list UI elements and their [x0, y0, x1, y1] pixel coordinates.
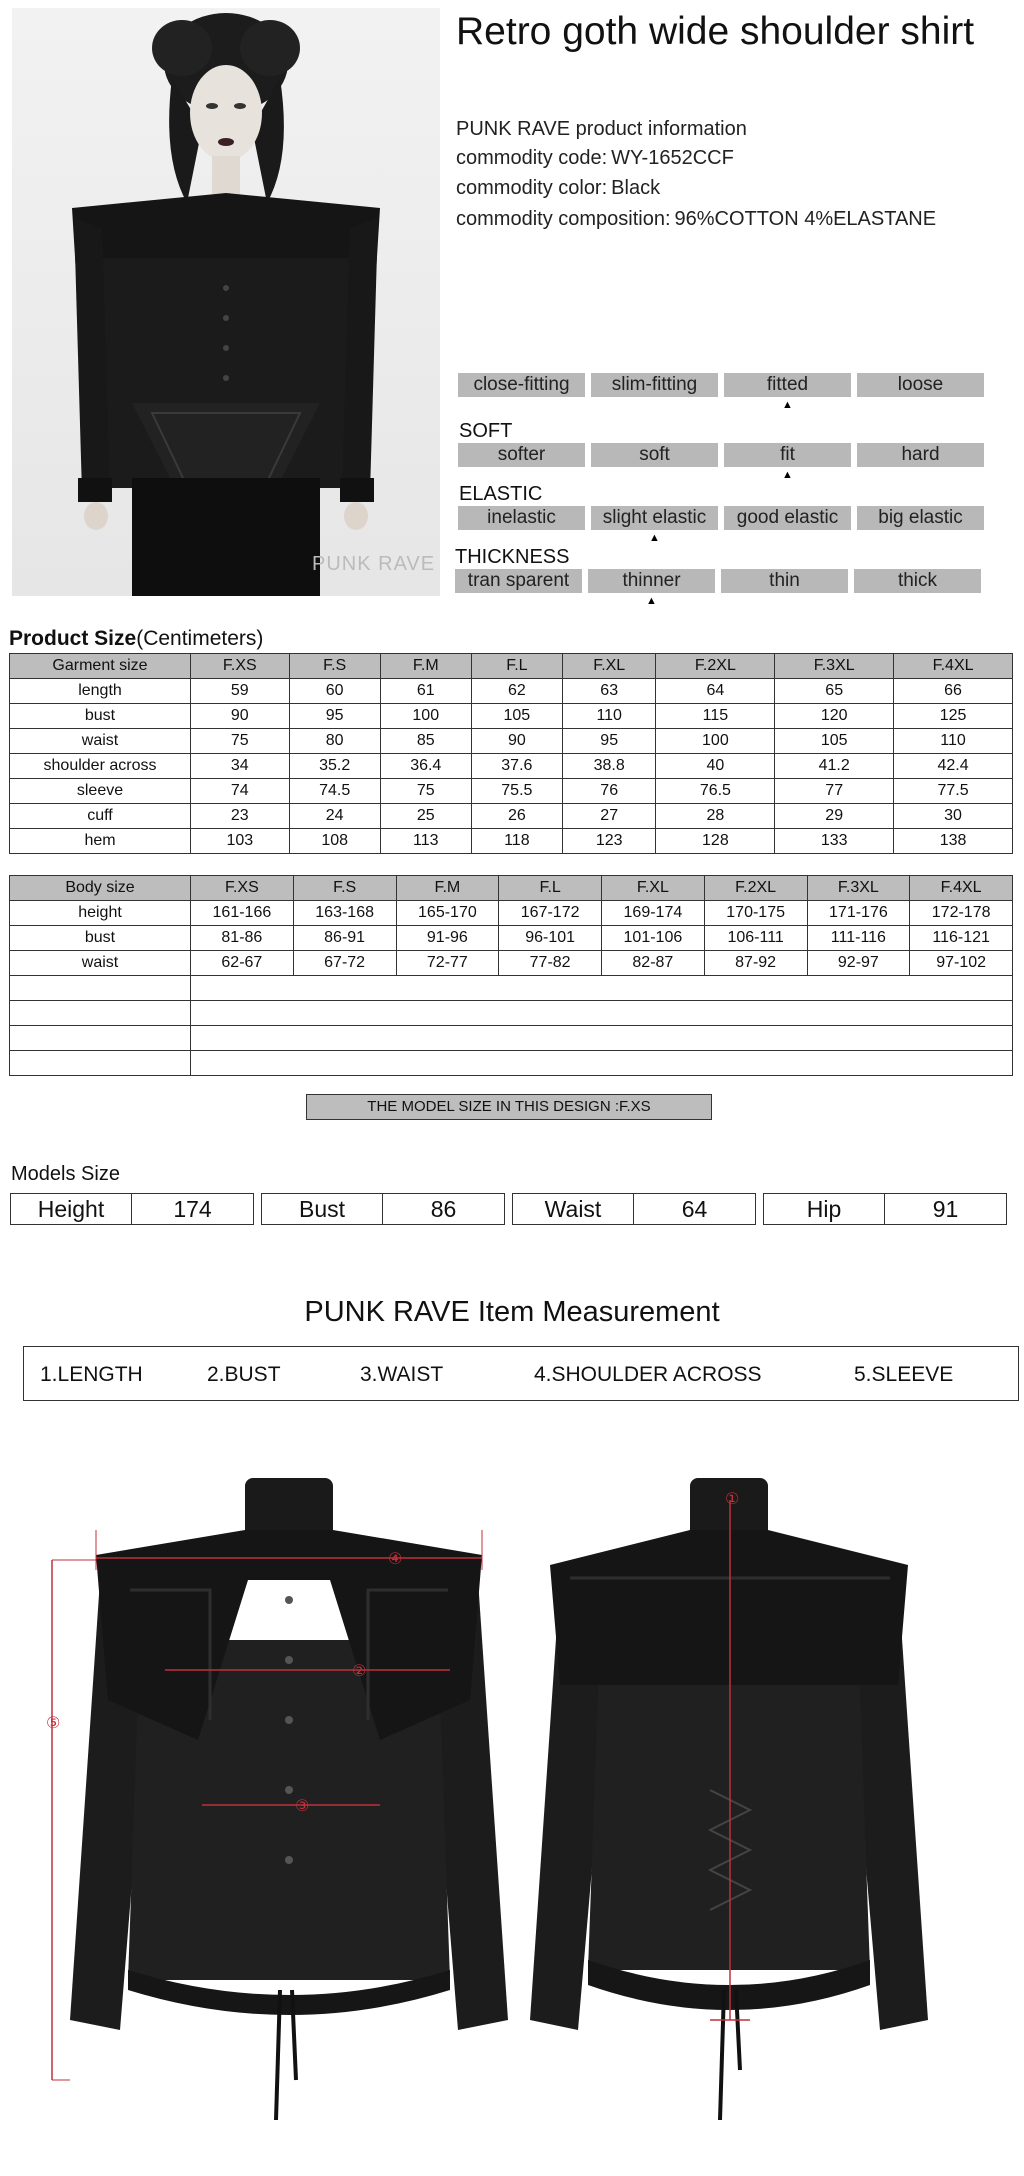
empty-cell: [10, 976, 191, 1001]
commodity-code: [456, 147, 734, 170]
table-cell: 35.2: [289, 754, 380, 779]
empty-row: [10, 1051, 1013, 1076]
measure-sleeve: 5.SLEEVE: [854, 1363, 954, 1386]
soft-option: fit ▲: [724, 443, 851, 467]
table-cell: 169-174: [602, 901, 705, 926]
table-cell: 100: [380, 704, 471, 729]
table-cell: 128: [656, 829, 775, 854]
model-height-value: 174: [173, 1196, 212, 1222]
empty-row: [10, 1026, 1013, 1051]
header-label: Body size: [10, 876, 191, 901]
table-cell: 105: [775, 729, 894, 754]
soft-option: hard: [857, 443, 984, 467]
table-cell: 37.6: [471, 754, 562, 779]
elastic-option: big elastic: [857, 506, 984, 530]
table-cell: 67-72: [293, 951, 396, 976]
soft-label: SOFT: [459, 420, 513, 442]
table-cell: 100: [656, 729, 775, 754]
fit-option: loose: [857, 373, 984, 397]
commodity-composition: [456, 208, 936, 231]
model-size-note: THE MODEL SIZE IN THIS DESIGN :F.XS: [306, 1094, 712, 1120]
thickness-option: thin: [721, 569, 848, 593]
table-cell: 110: [894, 729, 1013, 754]
body-size-table: [9, 875, 1013, 1076]
model-bust: [261, 1193, 505, 1225]
fit-option: slim-fitting: [591, 373, 718, 397]
table-cell: 96-101: [499, 926, 602, 951]
size-header: F.S: [289, 654, 380, 679]
table-row: [10, 679, 1013, 704]
table-cell: 97-102: [910, 951, 1013, 976]
table-cell: 170-175: [704, 901, 807, 926]
row-label: bust: [10, 704, 191, 729]
table-cell: 85: [380, 729, 471, 754]
table-cell: 161-166: [191, 901, 294, 926]
composition-value: 96%COTTON 4%ELASTANE: [674, 208, 937, 230]
model-hip-value: 91: [932, 1196, 959, 1222]
row-label: waist: [10, 951, 191, 976]
table-cell: 95: [289, 704, 380, 729]
table-cell: 28: [656, 804, 775, 829]
table-cell: 64: [656, 679, 775, 704]
table-cell: 123: [562, 829, 656, 854]
table-cell: 91-96: [396, 926, 499, 951]
table-cell: 80: [289, 729, 380, 754]
model-hip: [763, 1193, 1007, 1225]
table-row: [10, 901, 1013, 926]
table-cell: 111-116: [807, 926, 910, 951]
thickness-label: THICKNESS: [455, 546, 570, 568]
model-hip-label: Hip: [764, 1194, 885, 1224]
row-label: sleeve: [10, 779, 191, 804]
marker-4: ④: [388, 1549, 403, 1568]
thickness-option: tran sparent: [455, 569, 582, 593]
empty-row: [10, 976, 1013, 1001]
model-waist-value: 64: [681, 1196, 708, 1222]
garment-size-table: [9, 653, 1013, 854]
selected-marker-icon: ▲: [782, 469, 793, 481]
model-height: [10, 1193, 254, 1225]
code-value: WY-1652CCF: [611, 147, 734, 169]
table-header-row: [10, 876, 1013, 901]
table-header-row: [10, 654, 1013, 679]
fit-option: fitted ▲: [724, 373, 851, 397]
table-row: [10, 754, 1013, 779]
table-row: [10, 951, 1013, 976]
selected-marker-icon: ▲: [646, 595, 657, 607]
header-label: Garment size: [10, 654, 191, 679]
table-cell: 36.4: [380, 754, 471, 779]
code-label: commodity code:: [456, 147, 608, 169]
empty-cell: [10, 1001, 191, 1026]
row-label: length: [10, 679, 191, 704]
empty-cell: [191, 976, 1013, 1001]
row-label: shoulder across: [10, 754, 191, 779]
table-cell: 125: [894, 704, 1013, 729]
row-label: hem: [10, 829, 191, 854]
measure-waist: 3.WAIST: [360, 1363, 444, 1386]
fit-option: close-fitting: [458, 373, 585, 397]
color-value: Black: [611, 177, 661, 199]
empty-row: [10, 1001, 1013, 1026]
table-cell: 75.5: [471, 779, 562, 804]
model-waist: [512, 1193, 756, 1225]
model-waist-label: Waist: [513, 1194, 634, 1224]
table-cell: 60: [289, 679, 380, 704]
table-cell: 26: [471, 804, 562, 829]
size-header: F.L: [471, 654, 562, 679]
size-header: F.XS: [191, 876, 294, 901]
table-cell: 24: [289, 804, 380, 829]
row-label: height: [10, 901, 191, 926]
size-header: F.2XL: [656, 654, 775, 679]
table-cell: 82-87: [602, 951, 705, 976]
row-label: waist: [10, 729, 191, 754]
table-cell: 165-170: [396, 901, 499, 926]
table-cell: 30: [894, 804, 1013, 829]
measurement-legend: [23, 1346, 1019, 1401]
table-cell: 72-77: [396, 951, 499, 976]
table-cell: 120: [775, 704, 894, 729]
table-cell: 110: [562, 704, 656, 729]
table-cell: 62-67: [191, 951, 294, 976]
fit-scale: [458, 373, 984, 411]
row-label: cuff: [10, 804, 191, 829]
commodity-color: [456, 177, 660, 200]
elastic-label: ELASTIC: [459, 483, 543, 505]
models-size-row: [10, 1193, 1007, 1225]
table-cell: 40: [656, 754, 775, 779]
row-label: bust: [10, 926, 191, 951]
soft-option: softer: [458, 443, 585, 467]
table-cell: 101-106: [602, 926, 705, 951]
table-cell: 42.4: [894, 754, 1013, 779]
product-size-title: [9, 627, 263, 651]
table-cell: 77.5: [894, 779, 1013, 804]
models-size-title: Models Size: [11, 1163, 120, 1185]
table-cell: 76.5: [656, 779, 775, 804]
elastic-scale: [458, 506, 984, 544]
size-header: F.3XL: [775, 654, 894, 679]
table-cell: 115: [656, 704, 775, 729]
size-header: F.2XL: [704, 876, 807, 901]
elastic-option: good elastic: [724, 506, 851, 530]
table-cell: 74: [191, 779, 290, 804]
selected-marker-icon: ▲: [649, 532, 660, 544]
table-cell: 63: [562, 679, 656, 704]
product-size-heading: Product Size: [9, 627, 137, 650]
measure-length: 1.LENGTH: [40, 1363, 143, 1386]
table-cell: 34: [191, 754, 290, 779]
thickness-scale: [455, 569, 981, 607]
table-cell: 108: [289, 829, 380, 854]
soft-option: soft: [591, 443, 718, 467]
model-height-label: Height: [11, 1194, 132, 1224]
selected-marker-icon: ▲: [782, 399, 793, 411]
table-cell: 23: [191, 804, 290, 829]
table-cell: 118: [471, 829, 562, 854]
table-cell: 167-172: [499, 901, 602, 926]
model-photo: [12, 8, 440, 596]
table-row: [10, 804, 1013, 829]
shirt-front: [52, 1478, 508, 2120]
size-header: F.XS: [191, 654, 290, 679]
table-row: [10, 729, 1013, 754]
table-row: [10, 829, 1013, 854]
measure-bust: 2.BUST: [207, 1363, 281, 1386]
size-header: F.L: [499, 876, 602, 901]
table-cell: 38.8: [562, 754, 656, 779]
table-cell: 41.2: [775, 754, 894, 779]
table-cell: 133: [775, 829, 894, 854]
table-cell: 62: [471, 679, 562, 704]
table-cell: 61: [380, 679, 471, 704]
size-header: F.S: [293, 876, 396, 901]
table-cell: 66: [894, 679, 1013, 704]
table-cell: 59: [191, 679, 290, 704]
table-cell: 86-91: [293, 926, 396, 951]
table-cell: 90: [471, 729, 562, 754]
table-cell: 90: [191, 704, 290, 729]
marker-5: ⑤: [46, 1713, 61, 1732]
table-cell: 65: [775, 679, 894, 704]
table-row: [10, 779, 1013, 804]
table-cell: 92-97: [807, 951, 910, 976]
table-cell: 25: [380, 804, 471, 829]
table-cell: 172-178: [910, 901, 1013, 926]
shirt-back: [530, 1478, 928, 2120]
shirt-measurement-figure: [30, 1460, 1000, 2140]
marker-3: ③: [295, 1796, 310, 1815]
table-cell: 106-111: [704, 926, 807, 951]
table-cell: 103: [191, 829, 290, 854]
table-cell: 77-82: [499, 951, 602, 976]
table-cell: 74.5: [289, 779, 380, 804]
table-cell: 105: [471, 704, 562, 729]
table-cell: 29: [775, 804, 894, 829]
table-cell: 116-121: [910, 926, 1013, 951]
elastic-option: slight elastic ▲: [591, 506, 718, 530]
table-cell: 75: [380, 779, 471, 804]
thickness-option: thick: [854, 569, 981, 593]
product-title: Retro goth wide shoulder shirt: [456, 10, 975, 53]
size-header: F.XL: [562, 654, 656, 679]
size-header: F.M: [396, 876, 499, 901]
marker-2: ②: [352, 1661, 367, 1680]
table-row: [10, 926, 1013, 951]
table-cell: 81-86: [191, 926, 294, 951]
soft-scale: [458, 443, 984, 481]
marker-1: ①: [725, 1489, 740, 1508]
measure-shoulder-across: 4.SHOULDER ACROSS: [534, 1363, 762, 1386]
measurement-title: PUNK RAVE Item Measurement: [304, 1296, 720, 1328]
empty-cell: [10, 1026, 191, 1051]
model-bust-value: 86: [430, 1196, 457, 1222]
info-heading: PUNK RAVE product information: [456, 118, 747, 140]
size-header: F.4XL: [894, 654, 1013, 679]
size-header: F.M: [380, 654, 471, 679]
table-cell: 113: [380, 829, 471, 854]
elastic-option: inelastic: [458, 506, 585, 530]
size-header: F.3XL: [807, 876, 910, 901]
photo-watermark: PUNK RAVE: [312, 553, 436, 575]
model-bust-label: Bust: [262, 1194, 383, 1224]
empty-cell: [191, 1001, 1013, 1026]
thickness-option: thinner ▲: [588, 569, 715, 593]
table-cell: 87-92: [704, 951, 807, 976]
table-cell: 75: [191, 729, 290, 754]
size-header: F.XL: [602, 876, 705, 901]
table-cell: 27: [562, 804, 656, 829]
size-header: F.4XL: [910, 876, 1013, 901]
table-cell: 76: [562, 779, 656, 804]
table-cell: 163-168: [293, 901, 396, 926]
table-cell: 77: [775, 779, 894, 804]
empty-cell: [191, 1026, 1013, 1051]
composition-label: commodity composition:: [456, 208, 671, 230]
table-cell: 95: [562, 729, 656, 754]
product-size-unit: (Centimeters): [136, 627, 264, 650]
empty-cell: [191, 1051, 1013, 1076]
table-row: [10, 704, 1013, 729]
empty-cell: [10, 1051, 191, 1076]
color-label: commodity color:: [456, 177, 608, 199]
table-cell: 138: [894, 829, 1013, 854]
shirt-diagram: [30, 1460, 1000, 2140]
model-figure: [12, 8, 440, 596]
table-cell: 171-176: [807, 901, 910, 926]
